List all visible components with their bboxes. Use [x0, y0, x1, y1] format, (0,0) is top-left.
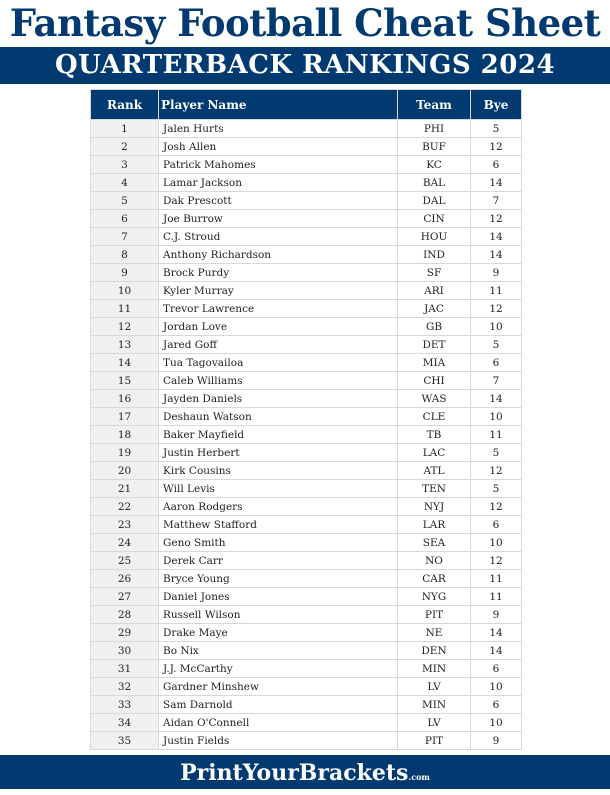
rank-cell: 6 — [91, 210, 159, 228]
team-cell: CHI — [398, 372, 471, 390]
team-cell: IND — [398, 246, 471, 264]
header-rank: Rank — [91, 90, 159, 120]
team-cell: MIA — [398, 354, 471, 372]
rank-cell: 26 — [91, 570, 159, 588]
rank-cell: 33 — [91, 696, 159, 714]
rank-cell: 27 — [91, 588, 159, 606]
rank-cell: 29 — [91, 624, 159, 642]
table-row — [91, 228, 522, 246]
bye-cell: 12 — [471, 300, 522, 318]
rank-cell: 13 — [91, 336, 159, 354]
player-cell: Dak Prescott — [159, 192, 398, 210]
player-cell: Lamar Jackson — [159, 174, 398, 192]
team-cell: NYG — [398, 588, 471, 606]
player-cell: Will Levis — [159, 480, 398, 498]
rank-cell: 2 — [91, 138, 159, 156]
player-cell: Gardner Minshew — [159, 678, 398, 696]
rank-cell: 7 — [91, 228, 159, 246]
bye-cell: 10 — [471, 678, 522, 696]
header-bye: Bye — [471, 90, 522, 120]
header-team: Team — [398, 90, 471, 120]
player-cell: Tua Tagovailoa — [159, 354, 398, 372]
bye-cell: 6 — [471, 696, 522, 714]
player-cell: Derek Carr — [159, 552, 398, 570]
team-cell: NO — [398, 552, 471, 570]
player-cell: Bo Nix — [159, 642, 398, 660]
table-row — [91, 624, 522, 642]
table-row — [91, 732, 522, 750]
bye-cell: 7 — [471, 192, 522, 210]
bye-cell: 11 — [471, 570, 522, 588]
bye-cell: 12 — [471, 210, 522, 228]
table-row — [91, 444, 522, 462]
table-row — [91, 552, 522, 570]
table-row — [91, 156, 522, 174]
rank-cell: 3 — [91, 156, 159, 174]
team-cell: PIT — [398, 606, 471, 624]
page-title: Fantasy Football Cheat Sheet — [9, 1, 601, 45]
bye-cell: 14 — [471, 246, 522, 264]
team-cell: WAS — [398, 390, 471, 408]
rank-cell: 15 — [91, 372, 159, 390]
rank-cell: 18 — [91, 426, 159, 444]
bye-cell: 12 — [471, 552, 522, 570]
brand-name: PrintYourBrackets — [180, 760, 409, 786]
table-row — [91, 678, 522, 696]
team-cell: LV — [398, 678, 471, 696]
bye-cell: 14 — [471, 174, 522, 192]
bye-cell: 9 — [471, 264, 522, 282]
player-cell: Justin Herbert — [159, 444, 398, 462]
subtitle-banner: QUARTERBACK RANKINGS 2024 — [0, 47, 610, 84]
rank-cell: 21 — [91, 480, 159, 498]
table-row — [91, 282, 522, 300]
header-player: Player Name — [159, 90, 398, 120]
team-cell: NE — [398, 624, 471, 642]
bye-cell: 14 — [471, 390, 522, 408]
rank-cell: 25 — [91, 552, 159, 570]
player-cell: Geno Smith — [159, 534, 398, 552]
rank-cell: 8 — [91, 246, 159, 264]
table-row — [91, 534, 522, 552]
bye-cell: 11 — [471, 426, 522, 444]
rank-cell: 23 — [91, 516, 159, 534]
table-row — [91, 174, 522, 192]
player-cell: Jordan Love — [159, 318, 398, 336]
bye-cell: 11 — [471, 588, 522, 606]
bye-cell: 14 — [471, 624, 522, 642]
team-cell: HOU — [398, 228, 471, 246]
rank-cell: 11 — [91, 300, 159, 318]
rank-cell: 1 — [91, 120, 159, 138]
bye-cell: 9 — [471, 732, 522, 750]
table-row — [91, 516, 522, 534]
player-cell: Deshaun Watson — [159, 408, 398, 426]
table-row — [91, 714, 522, 732]
player-cell: C.J. Stroud — [159, 228, 398, 246]
player-cell: Joe Burrow — [159, 210, 398, 228]
rank-cell: 20 — [91, 462, 159, 480]
team-cell: PIT — [398, 732, 471, 750]
table-row — [91, 408, 522, 426]
bye-cell: 6 — [471, 516, 522, 534]
player-cell: Jared Goff — [159, 336, 398, 354]
rank-cell: 4 — [91, 174, 159, 192]
table-row — [91, 696, 522, 714]
brand-suffix: .com — [408, 772, 430, 782]
footer-brand — [0, 755, 610, 789]
rankings-table — [90, 89, 522, 750]
player-cell: Daniel Jones — [159, 588, 398, 606]
player-cell: Josh Allen — [159, 138, 398, 156]
bye-cell: 12 — [471, 138, 522, 156]
rank-cell: 5 — [91, 192, 159, 210]
player-cell: Sam Darnold — [159, 696, 398, 714]
team-cell: BAL — [398, 174, 471, 192]
rank-cell: 12 — [91, 318, 159, 336]
table-row — [91, 120, 522, 138]
player-cell: Patrick Mahomes — [159, 156, 398, 174]
rank-cell: 35 — [91, 732, 159, 750]
table-row — [91, 660, 522, 678]
table-row — [91, 588, 522, 606]
bye-cell: 12 — [471, 462, 522, 480]
team-cell: LAR — [398, 516, 471, 534]
table-row — [91, 570, 522, 588]
bye-cell: 10 — [471, 534, 522, 552]
team-cell: DEN — [398, 642, 471, 660]
table-row — [91, 336, 522, 354]
player-cell: Baker Mayfield — [159, 426, 398, 444]
bye-cell: 5 — [471, 120, 522, 138]
team-cell: MIN — [398, 696, 471, 714]
player-cell: Anthony Richardson — [159, 246, 398, 264]
table-row — [91, 372, 522, 390]
table-row — [91, 138, 522, 156]
team-cell: CAR — [398, 570, 471, 588]
team-cell: JAC — [398, 300, 471, 318]
rank-cell: 22 — [91, 498, 159, 516]
team-cell: TEN — [398, 480, 471, 498]
table-row — [91, 390, 522, 408]
player-cell: J.J. McCarthy — [159, 660, 398, 678]
bye-cell: 10 — [471, 318, 522, 336]
table-row — [91, 498, 522, 516]
table-row — [91, 642, 522, 660]
rank-cell: 17 — [91, 408, 159, 426]
team-cell: PHI — [398, 120, 471, 138]
team-cell: NYJ — [398, 498, 471, 516]
player-cell: Kirk Cousins — [159, 462, 398, 480]
rank-cell: 19 — [91, 444, 159, 462]
table-row — [91, 246, 522, 264]
rank-cell: 10 — [91, 282, 159, 300]
table-row — [91, 318, 522, 336]
bye-cell: 7 — [471, 372, 522, 390]
player-cell: Justin Fields — [159, 732, 398, 750]
player-cell: Matthew Stafford — [159, 516, 398, 534]
team-cell: TB — [398, 426, 471, 444]
table-row — [91, 264, 522, 282]
team-cell: BUF — [398, 138, 471, 156]
player-cell: Russell Wilson — [159, 606, 398, 624]
table-row — [91, 210, 522, 228]
rank-cell: 31 — [91, 660, 159, 678]
team-cell: MIN — [398, 660, 471, 678]
table-row — [91, 192, 522, 210]
player-cell: Aaron Rodgers — [159, 498, 398, 516]
team-cell: ARI — [398, 282, 471, 300]
bye-cell: 6 — [471, 354, 522, 372]
table-row — [91, 606, 522, 624]
bye-cell: 10 — [471, 714, 522, 732]
table-row — [91, 354, 522, 372]
table-row — [91, 462, 522, 480]
bye-cell: 9 — [471, 606, 522, 624]
player-cell: Jalen Hurts — [159, 120, 398, 138]
team-cell: DET — [398, 336, 471, 354]
bye-cell: 5 — [471, 444, 522, 462]
team-cell: SEA — [398, 534, 471, 552]
bye-cell: 12 — [471, 498, 522, 516]
player-cell: Jayden Daniels — [159, 390, 398, 408]
bye-cell: 6 — [471, 156, 522, 174]
rank-cell: 9 — [91, 264, 159, 282]
team-cell: LAC — [398, 444, 471, 462]
rank-cell: 30 — [91, 642, 159, 660]
rank-cell: 28 — [91, 606, 159, 624]
bye-cell: 11 — [471, 282, 522, 300]
rank-cell: 16 — [91, 390, 159, 408]
team-cell: LV — [398, 714, 471, 732]
player-cell: Trevor Lawrence — [159, 300, 398, 318]
team-cell: GB — [398, 318, 471, 336]
table-row — [91, 300, 522, 318]
bye-cell: 14 — [471, 642, 522, 660]
table-row — [91, 426, 522, 444]
player-cell: Kyler Murray — [159, 282, 398, 300]
table-row — [91, 480, 522, 498]
rank-cell: 24 — [91, 534, 159, 552]
player-cell: Drake Maye — [159, 624, 398, 642]
bye-cell: 5 — [471, 480, 522, 498]
player-cell: Aidan O'Connell — [159, 714, 398, 732]
team-cell: DAL — [398, 192, 471, 210]
team-cell: KC — [398, 156, 471, 174]
player-cell: Caleb Williams — [159, 372, 398, 390]
bye-cell: 6 — [471, 660, 522, 678]
player-cell: Brock Purdy — [159, 264, 398, 282]
player-cell: Bryce Young — [159, 570, 398, 588]
team-cell: ATL — [398, 462, 471, 480]
team-cell: CIN — [398, 210, 471, 228]
team-cell: SF — [398, 264, 471, 282]
bye-cell: 5 — [471, 336, 522, 354]
rank-cell: 34 — [91, 714, 159, 732]
rank-cell: 14 — [91, 354, 159, 372]
bye-cell: 10 — [471, 408, 522, 426]
bye-cell: 14 — [471, 228, 522, 246]
team-cell: CLE — [398, 408, 471, 426]
rank-cell: 32 — [91, 678, 159, 696]
